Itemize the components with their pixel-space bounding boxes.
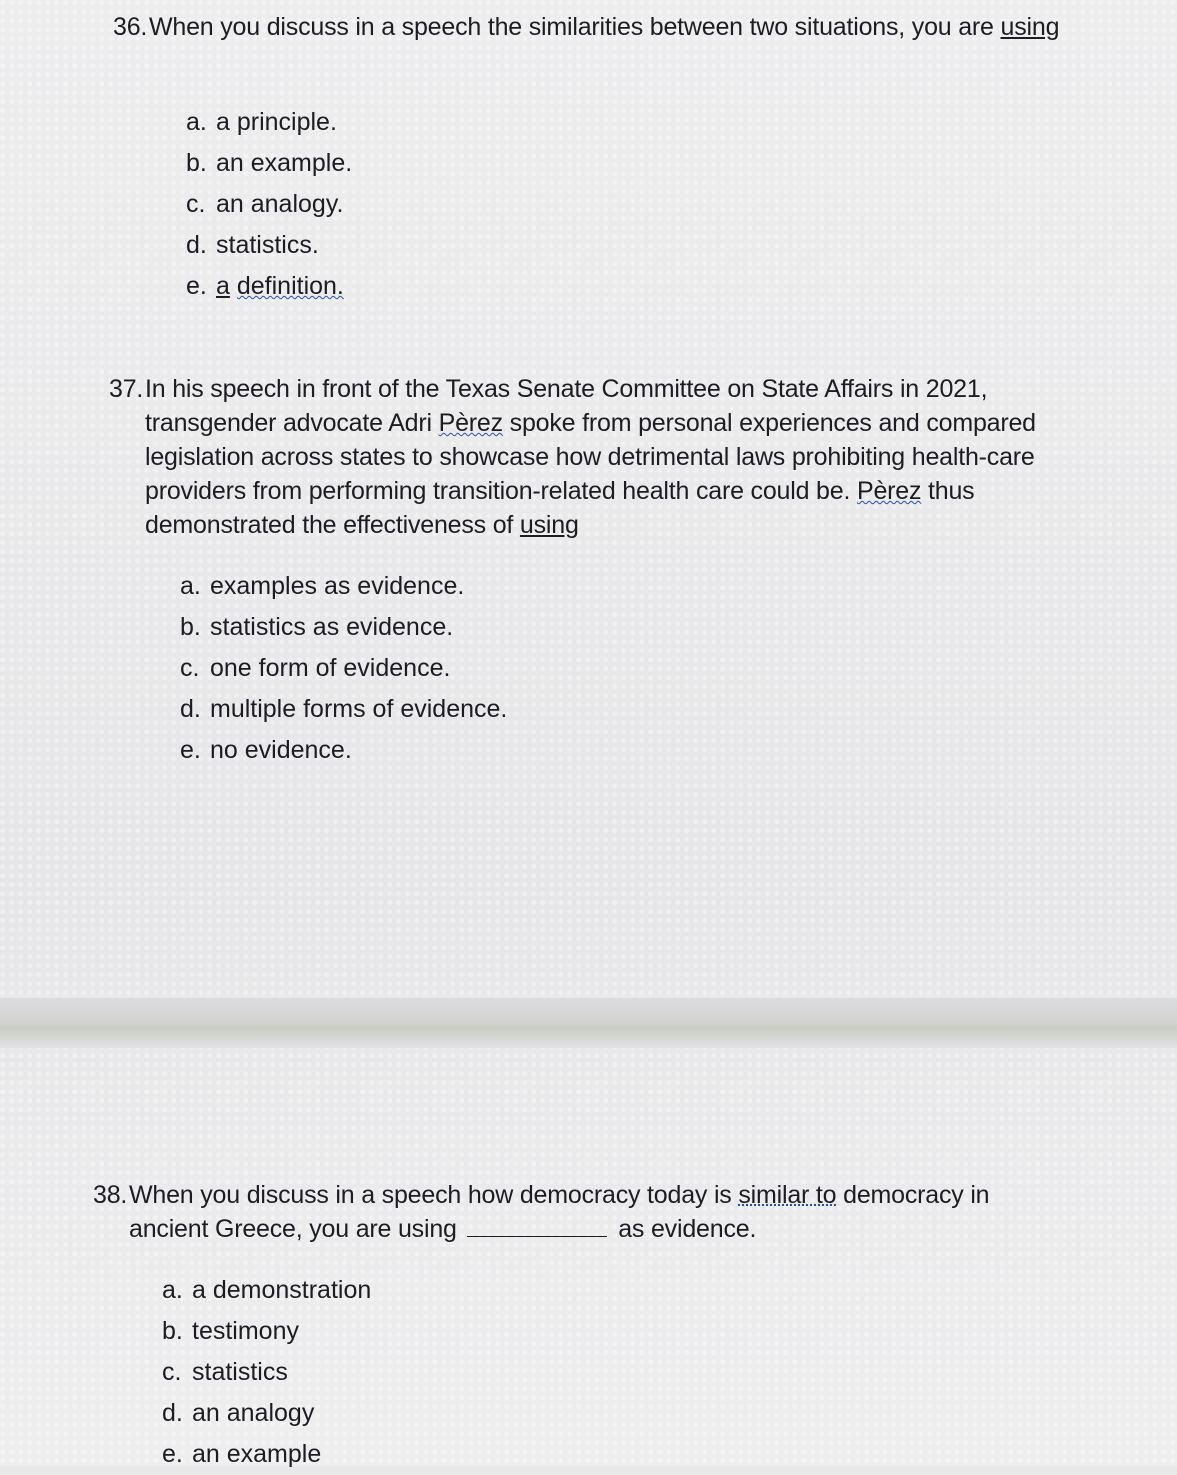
option-letter: d. <box>186 231 207 259</box>
option-e[interactable] <box>162 1434 371 1475</box>
question-text-part1: When you discuss in a speech how democracy today is <box>129 1181 739 1209</box>
question-text-part2: democracy in ancient Greece, you are using <box>129 1181 990 1243</box>
option-d[interactable] <box>162 1393 371 1434</box>
question-text <box>113 10 1073 44</box>
option-b[interactable] <box>180 607 507 648</box>
question-text-part3: thus demonstrated the effectiveness of <box>145 477 975 539</box>
option-d[interactable] <box>180 689 507 730</box>
option-text: an example. <box>216 149 353 177</box>
option-text: an example <box>192 1440 322 1468</box>
spellcheck-name: Pèrez <box>438 409 503 437</box>
spellcheck-name: Pèrez <box>856 477 922 505</box>
option-text: a demonstration <box>192 1276 372 1304</box>
question-number: 38. <box>93 1181 128 1209</box>
option-a[interactable] <box>180 566 507 607</box>
option-c[interactable] <box>180 648 507 689</box>
question-text <box>109 372 1069 542</box>
option-letter: c. <box>162 1358 182 1386</box>
option-letter: a. <box>186 108 207 136</box>
option-e[interactable] <box>186 266 352 307</box>
option-text: statistics. <box>216 231 319 259</box>
question-text-main: When you discuss in a speech the similarities between two situations, you are <box>149 13 1001 41</box>
option-a[interactable] <box>186 102 352 143</box>
option-text: testimony <box>192 1317 299 1345</box>
question-text-part1: In his speech in front of the Texas Senate Committee on State Affairs in 2021, transgender advocate Adri <box>145 375 988 437</box>
option-letter: d. <box>180 695 201 723</box>
underlined-word: using <box>1000 13 1060 41</box>
option-b[interactable] <box>186 143 352 184</box>
option-text: statistics as evidence. <box>210 613 454 641</box>
option-text: examples as evidence. <box>210 572 465 600</box>
option-letter: e. <box>180 736 201 764</box>
question-36 <box>113 10 1073 44</box>
option-letter: c. <box>186 190 206 218</box>
question-number: 37. <box>109 375 144 403</box>
option-c[interactable] <box>162 1352 371 1393</box>
option-text: an analogy. <box>216 190 344 218</box>
answer-options-38 <box>162 1270 371 1475</box>
option-letter: c. <box>180 654 200 682</box>
grammar-flag-phrase: similar to <box>738 1181 837 1209</box>
option-c[interactable] <box>186 184 352 225</box>
question-text-part2: spoke from personal experiences and compared legislation across states to showcase how detrimental laws prohibiting health-care providers from performing transition-related health care could be. <box>145 409 1036 505</box>
option-text: an analogy <box>192 1399 315 1427</box>
question-number: 36. <box>113 13 148 41</box>
option-letter: b. <box>180 613 201 641</box>
option-a[interactable] <box>162 1270 371 1311</box>
underlined-word: using <box>519 511 579 539</box>
answer-options-36 <box>186 102 352 307</box>
option-letter: d. <box>162 1399 183 1427</box>
question-37 <box>109 372 1069 542</box>
option-b[interactable] <box>162 1311 371 1352</box>
option-letter: b. <box>186 149 207 177</box>
option-letter: e. <box>186 272 207 300</box>
option-text-article: a <box>216 272 230 300</box>
option-text: statistics <box>192 1358 288 1386</box>
option-text: multiple forms of evidence. <box>210 695 508 723</box>
option-text: a principle. <box>216 108 337 136</box>
question-text-part3: as evidence. <box>611 1215 757 1243</box>
page-divider <box>0 998 1177 1048</box>
option-d[interactable] <box>186 225 352 266</box>
option-letter: a. <box>162 1276 183 1304</box>
question-text <box>93 1178 1053 1246</box>
fill-in-blank <box>467 1216 607 1237</box>
option-letter: b. <box>162 1317 183 1345</box>
option-e[interactable] <box>180 730 507 771</box>
option-text-misspelled: definition. <box>236 272 344 300</box>
option-text: no evidence. <box>210 736 352 764</box>
question-38 <box>93 1178 1053 1246</box>
option-text: one form of evidence. <box>210 654 451 682</box>
answer-options-37 <box>180 566 507 771</box>
option-letter: e. <box>162 1440 183 1468</box>
option-letter: a. <box>180 572 201 600</box>
